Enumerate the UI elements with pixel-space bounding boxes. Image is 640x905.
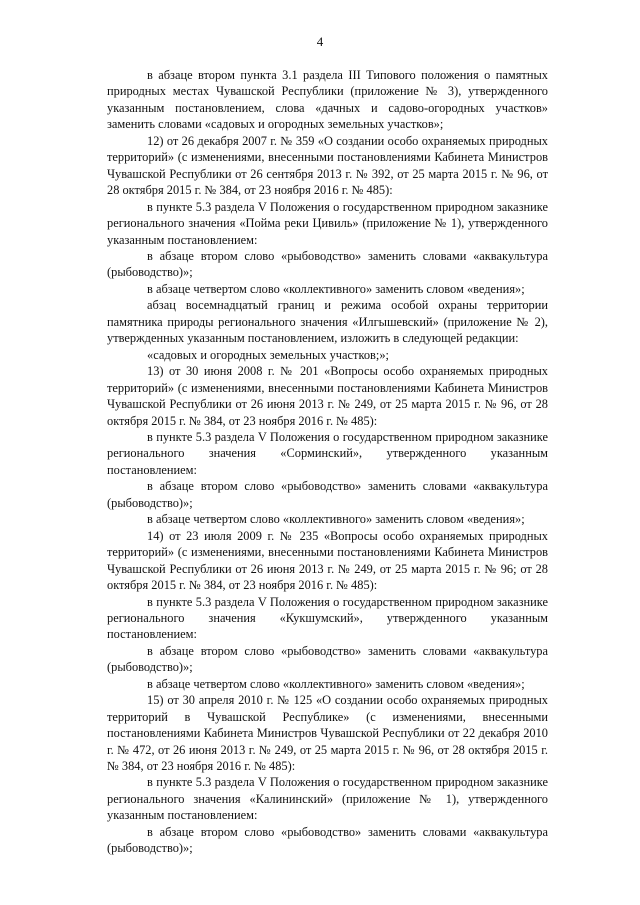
paragraph: в пункте 5.3 раздела V Положения о государственном природном заказнике регионального значения «Калининский» (приложение № 1), утвержденного указанным постановлением: (107, 775, 548, 823)
paragraph: абзац восемнадцатый границ и режима особой охраны территории памятника природы регионального значения «Илгышевский» (приложение № 2), утвержденных указанным постановлением, изложить в следующей редакции: (107, 298, 548, 346)
paragraph: в абзаце втором слово «рыбоводство» заменить словами «аквакультура (рыбоводство)»; (107, 479, 548, 510)
paragraph: в абзаце втором слово «рыбоводство» заменить словами «аквакультура (рыбоводство)»; (107, 643, 548, 675)
paragraph: в пункте 5.3 раздела V Положения о государственном природном заказнике регионального значения «Сорминский», утвержденного указанным постановлением: (107, 429, 548, 477)
paragraph: в абзаце четвертом слово «коллективного» заменить словом «ведения»; (147, 281, 525, 296)
paragraph: 13) от 30 июня 2008 г. № 201 «Вопросы особо охраняемых природных территорий» (с изменениями, внесенными постановлениями Кабинета Министров Чувашской Республики от 26 июня 2013 г. № 249, от 25 марта 2015 г. № 96, от 28 октября 2015 г. № 384, от 23 ноября 2016 г. № 485): (107, 364, 548, 428)
paragraph: 14) от 23 июля 2009 г. № 235 «Вопросы особо охраняемых природных территорий» (с изменениями, внесенными постановлениями Кабинета Министров Чувашской Республики от 26 июня 2013 г. № 249, от 25 марта 2015 г. № 96; от 28 октября 2015 г. № 384, от 23 ноября 2016 г. № 485): (107, 528, 548, 593)
paragraph: в абзаце четвертом слово «коллективного» заменить словом «ведения»; (147, 676, 525, 691)
paragraph: в пункте 5.3 раздела V Положения о государственном природном заказнике регионального значения «Кукшумский», утвержденного указанным постановлением: (107, 594, 548, 642)
paragraph: в абзаце втором слово «рыбоводство» заменить словами «аквакультура (рыбоводство)»; (107, 248, 548, 280)
paragraph: «садовых и огородных земельных участков;»; (147, 347, 389, 362)
paragraph: в абзаце втором пункта 3.1 раздела III Типового положения о памятных природных местах Чувашской Республики (приложение № 3), утвержденного указанным постановлением, слова «дачных и садово-огородных участков» заменить словами «садовых и огородных земельных участков»; (107, 68, 548, 132)
paragraph: в абзаце втором слово «рыбоводство» заменить словами «аквакультура (рыбоводство)»; (107, 824, 548, 856)
paragraph: в абзаце четвертом слово «коллективного» заменить словом «ведения»; (147, 512, 525, 527)
paragraph: 12) от 26 декабря 2007 г. № 359 «О создании особо охраняемых природных территорий» (с изменениями, внесенными постановлениями Кабинета Министров Чувашской Республики от 26 сентября 2013 г. № 392, от 25 марта 2015 г. № 96, от 28 октября 2015 г. № 384, от 23 ноября 2016 г. № 485): (107, 133, 548, 198)
paragraph: в пункте 5.3 раздела V Положения о государственном природном заказнике регионального значения «Пойма реки Цивиль» (приложение № 1), утвержденного указанным постановлением: (107, 199, 548, 247)
page-number: 4 (316, 34, 324, 49)
paragraph: 15) от 30 апреля 2010 г. № 125 «О создании особо охраняемых природных территорий в Чувашской Республике» (с изменениями, внесенными постановлениями Кабинета Министров Чувашской Республики от 22 декабря 2010 г. № 472, от 26 июня 2013 г. № 249, от 25 марта 2015 г. № 96, от 28 октября 2015 г. № 384, от 23 ноября 2016 г. № 485): (107, 693, 548, 774)
document-body (107, 67, 548, 857)
